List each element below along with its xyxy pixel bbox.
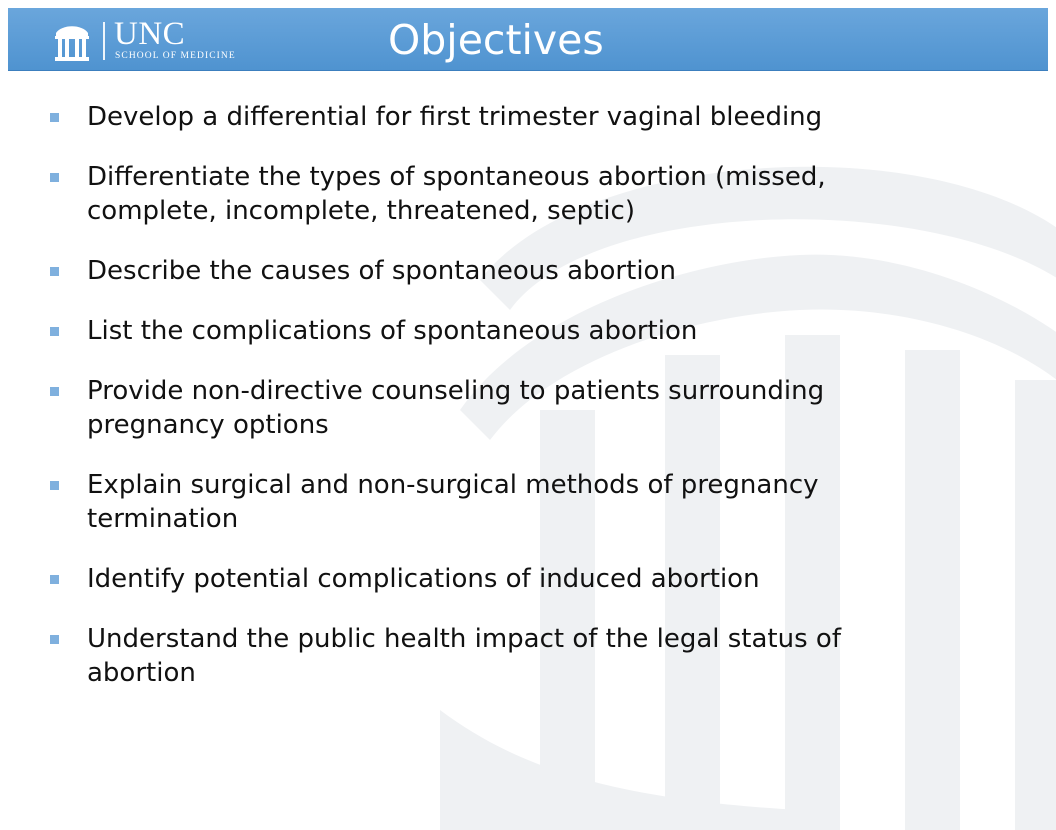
objective-item <box>48 562 948 596</box>
objective-item <box>48 100 948 134</box>
objective-text: Identify potential complications of induced abortion <box>87 564 760 594</box>
objective-text: Explain surgical and non-surgical methods of pregnancy termination <box>87 470 819 534</box>
objective-item <box>48 622 948 690</box>
bullet-square-icon <box>50 387 59 396</box>
bullet-square-icon <box>50 635 59 644</box>
logo-divider <box>103 22 105 60</box>
objectives-list <box>48 100 948 716</box>
objective-text: Provide non-directive counseling to patients surrounding pregnancy options <box>87 376 825 440</box>
objective-text: Differentiate the types of spontaneous abortion (missed, complete, incomplete, threatened, septic) <box>87 162 826 226</box>
logo-name: UNC <box>114 16 186 52</box>
old-well-icon <box>54 22 90 62</box>
objective-item <box>48 468 948 536</box>
objective-text: Develop a differential for first trimester vaginal bleeding <box>87 102 823 132</box>
objective-text: Understand the public health impact of the legal status of abortion <box>87 624 841 688</box>
objective-item <box>48 160 948 228</box>
objective-text: Describe the causes of spontaneous abortion <box>87 256 676 286</box>
bullet-square-icon <box>50 481 59 490</box>
header-bar <box>8 8 1048 71</box>
slide-title: Objectives <box>388 16 604 64</box>
objective-item <box>48 254 948 288</box>
bullet-square-icon <box>50 267 59 276</box>
bullet-square-icon <box>50 113 59 122</box>
objective-text: List the complications of spontaneous abortion <box>87 316 698 346</box>
bullet-square-icon <box>50 327 59 336</box>
logo-subtitle: SCHOOL OF MEDICINE <box>115 51 236 61</box>
unc-school-of-medicine-logo <box>54 18 274 64</box>
objective-item <box>48 314 948 348</box>
bullet-square-icon <box>50 173 59 182</box>
bullet-square-icon <box>50 575 59 584</box>
objective-item <box>48 374 948 442</box>
